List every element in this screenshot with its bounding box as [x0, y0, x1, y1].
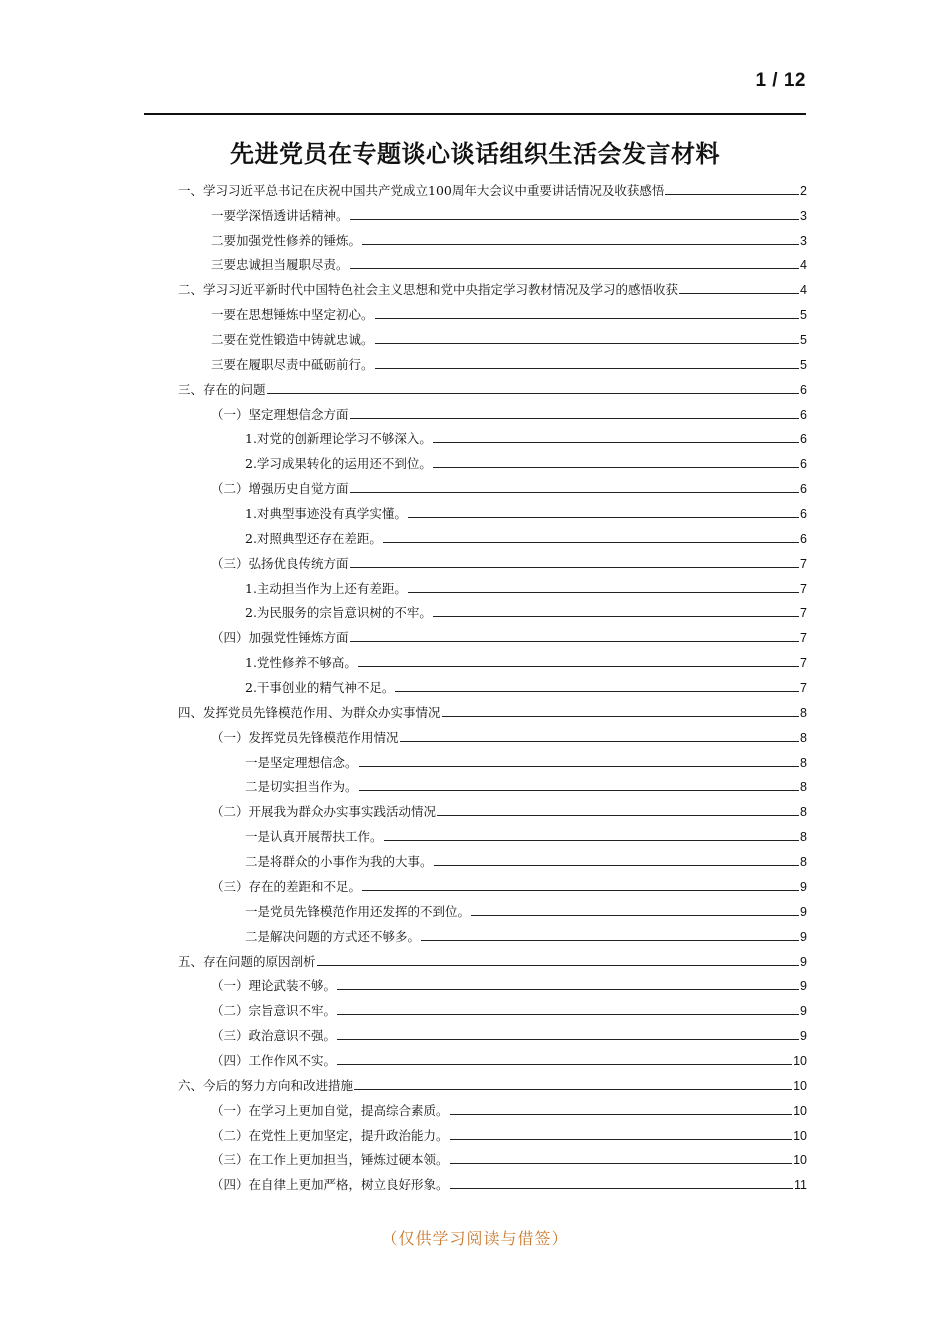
toc-leader-line [433, 616, 799, 617]
toc-page-number: 6 [800, 407, 807, 422]
toc-entry[interactable] [0, 970, 950, 995]
toc-leader-line [358, 666, 799, 667]
toc-page-number: 10 [793, 1078, 807, 1093]
toc-entry[interactable] [0, 298, 950, 323]
toc-page-number: 3 [800, 208, 807, 223]
toc-entry-text: （一）坚定理想信念方面 [211, 406, 349, 422]
toc-entry-text: 二、学习习近平新时代中国特色社会主义思想和党中央指定学习教材情况及学习的感悟收获 [178, 282, 679, 298]
toc-page-number: 10 [793, 1153, 807, 1168]
toc-page-number: 9 [800, 904, 807, 919]
toc-leader-line [665, 194, 799, 195]
toc-leader-line [337, 1064, 792, 1065]
toc-entry-text: （一）发挥党员先锋模范作用情况 [211, 729, 399, 745]
toc-leader-line [359, 790, 800, 791]
toc-leader-line [400, 741, 800, 742]
toc-entry[interactable] [0, 373, 950, 398]
toc-entry[interactable] [0, 423, 950, 448]
toc-page-number: 8 [800, 830, 807, 845]
toc-leader-line [350, 418, 800, 419]
toc-leader-line [375, 343, 800, 344]
footer-note: （仅供学习阅读与借签） [381, 1229, 569, 1248]
toc-page-number: 7 [800, 556, 807, 571]
toc-leader-line [384, 840, 800, 841]
toc-entry[interactable] [0, 472, 950, 497]
toc-entry[interactable] [0, 447, 950, 472]
toc-page-number: 9 [800, 1029, 807, 1044]
toc-leader-line [375, 368, 800, 369]
toc-page-number: 7 [800, 581, 807, 596]
toc-entry-text: 2.对照典型还存在差距。 [245, 530, 382, 546]
toc-leader-line [383, 542, 799, 543]
toc-entry-text: 1.对典型事迹没有真学实懂。 [245, 506, 407, 522]
toc-entry[interactable] [0, 820, 950, 845]
toc-entry-text: （三）存在的差距和不足。 [211, 878, 362, 894]
toc-entry[interactable] [0, 1144, 950, 1169]
toc-entry[interactable] [0, 597, 950, 622]
toc-entry-text: 一要学深悟透讲话精神。 [211, 207, 349, 223]
toc-entry-text: 二是切实担当作为。 [245, 779, 358, 795]
toc-entry[interactable] [0, 945, 950, 970]
toc-entry-text: （三）政治意识不强。 [211, 1028, 337, 1044]
toc-page-number: 7 [800, 631, 807, 646]
toc-entry[interactable] [0, 174, 950, 199]
toc-entry[interactable] [0, 547, 950, 572]
toc-page-number: 6 [800, 382, 807, 397]
toc-entry-text: 一、学习习近平总书记在庆祝中国共产党成立100周年大会议中重要讲话情况及收获感悟 [178, 182, 665, 198]
toc-entry-text: 六、今后的努力方向和改进措施 [178, 1077, 354, 1093]
toc-entry-text: （四）在自律上更加严格，树立良好形象。 [211, 1177, 449, 1193]
toc-page-number: 7 [800, 656, 807, 671]
toc-entry[interactable] [0, 1044, 950, 1069]
toc-leader-line [317, 965, 800, 966]
toc-page-number: 7 [800, 681, 807, 696]
toc-entry[interactable] [0, 646, 950, 671]
toc-entry[interactable] [0, 522, 950, 547]
toc-entry-text: 1.主动担当作为上还有差距。 [245, 580, 407, 596]
table-of-contents [0, 174, 950, 1193]
toc-page-number: 11 [794, 1178, 807, 1193]
toc-leader-line [354, 1089, 792, 1090]
toc-leader-line [350, 219, 800, 220]
toc-entry-text: 一是认真开展帮扶工作。 [245, 829, 383, 845]
toc-leader-line [337, 1039, 799, 1040]
document-title: 先进党员在专题谈心谈话组织生活会发言材料 [230, 140, 720, 168]
toc-entry-text: （四）加强党性锤炼方面 [211, 630, 349, 646]
toc-entry-text: （二）在党性上更加坚定，提升政治能力。 [211, 1127, 449, 1143]
toc-leader-line [395, 691, 799, 692]
toc-page-number: 3 [800, 233, 807, 248]
toc-entry[interactable] [0, 1168, 950, 1193]
toc-leader-line [434, 865, 800, 866]
toc-entry-text: （二）开展我为群众办实事实践活动情况 [211, 804, 437, 820]
toc-page-number: 9 [800, 929, 807, 944]
toc-entry[interactable] [0, 1019, 950, 1044]
toc-entry[interactable] [0, 199, 950, 224]
toc-entry[interactable] [0, 920, 950, 945]
toc-leader-line [437, 815, 799, 816]
toc-page-number: 9 [800, 954, 807, 969]
toc-leader-line [359, 766, 800, 767]
toc-entry-text: 1.对党的创新理论学习不够深入。 [245, 431, 432, 447]
page-number: 1 / 12 [755, 70, 806, 91]
toc-leader-line [350, 641, 800, 642]
toc-entry-text: 二要在党性锻造中铸就忠诚。 [211, 332, 374, 348]
toc-leader-line [350, 567, 800, 568]
header-rule [144, 113, 806, 115]
toc-page-number: 8 [800, 805, 807, 820]
toc-page-number: 9 [800, 1004, 807, 1019]
toc-leader-line [442, 716, 800, 717]
toc-leader-line [337, 1014, 799, 1015]
toc-page-number: 9 [800, 979, 807, 994]
toc-page-number: 10 [793, 1128, 807, 1143]
toc-page-number: 8 [800, 855, 807, 870]
toc-entry[interactable] [0, 224, 950, 249]
toc-leader-line [362, 890, 799, 891]
toc-leader-line [362, 244, 799, 245]
toc-entry[interactable] [0, 348, 950, 373]
toc-leader-line [337, 989, 799, 990]
toc-entry-text: （三）弘扬优良传统方面 [211, 555, 349, 571]
toc-entry-text: 2.干事创业的精气神不足。 [245, 680, 395, 696]
toc-entry-text: 一是党员先锋模范作用还发挥的不到位。 [245, 903, 471, 919]
toc-entry-text: （一）理论武装不够。 [211, 978, 337, 994]
toc-entry-text: 一要在思想锤炼中坚定初心。 [211, 307, 374, 323]
toc-leader-line [471, 915, 799, 916]
toc-entry-text: 三要在履职尽责中砥砺前行。 [211, 356, 374, 372]
toc-page-number: 8 [800, 780, 807, 795]
toc-entry[interactable] [0, 895, 950, 920]
toc-leader-line [450, 1139, 793, 1140]
toc-page-number: 6 [800, 457, 807, 472]
toc-entry[interactable] [0, 249, 950, 274]
toc-entry-text: （四）工作作风不实。 [211, 1052, 337, 1068]
toc-page-number: 5 [800, 357, 807, 372]
toc-leader-line [408, 592, 799, 593]
toc-entry-text: 一是坚定理想信念。 [245, 754, 358, 770]
toc-entry[interactable] [0, 398, 950, 423]
toc-entry-text: 二是解决问题的方式还不够多。 [245, 928, 421, 944]
toc-page-number: 6 [800, 531, 807, 546]
toc-page-number: 10 [793, 1103, 807, 1118]
toc-entry[interactable] [0, 273, 950, 298]
toc-entry-text: 2.为民服务的宗旨意识树的不牢。 [245, 605, 432, 621]
toc-entry-text: （二）增强历史自觉方面 [211, 481, 349, 497]
toc-entry[interactable] [0, 1119, 950, 1144]
toc-entry[interactable] [0, 845, 950, 870]
toc-leader-line [450, 1188, 794, 1189]
toc-entry[interactable] [0, 771, 950, 796]
toc-entry[interactable] [0, 870, 950, 895]
toc-leader-line [375, 318, 800, 319]
toc-entry-text: 二要加强党性修养的锤炼。 [211, 232, 362, 248]
toc-leader-line [450, 1163, 793, 1164]
toc-entry-text: 三要忠诚担当履职尽责。 [211, 257, 349, 273]
toc-leader-line [450, 1114, 793, 1115]
toc-entry[interactable] [0, 721, 950, 746]
toc-leader-line [408, 517, 799, 518]
toc-page-number: 5 [800, 333, 807, 348]
toc-page-number: 8 [800, 730, 807, 745]
toc-entry-text: 二是将群众的小事作为我的大事。 [245, 854, 433, 870]
toc-entry[interactable] [0, 621, 950, 646]
toc-entry[interactable] [0, 497, 950, 522]
toc-page-number: 8 [800, 705, 807, 720]
toc-entry-text: （二）宗旨意识不牢。 [211, 1003, 337, 1019]
toc-entry[interactable] [0, 746, 950, 771]
toc-entry-text: 五、存在问题的原因剖析 [178, 953, 316, 969]
toc-page-number: 4 [800, 258, 807, 273]
toc-entry[interactable] [0, 572, 950, 597]
toc-entry-text: 四、发挥党员先锋模范作用、为群众办实事情况 [178, 704, 441, 720]
toc-entry[interactable] [0, 696, 950, 721]
toc-leader-line [350, 268, 800, 269]
toc-page-number: 7 [800, 606, 807, 621]
toc-page-number: 8 [800, 755, 807, 770]
toc-leader-line [679, 293, 799, 294]
toc-page-number: 4 [800, 283, 807, 298]
toc-entry-text: 2.学习成果转化的运用还不到位。 [245, 456, 432, 472]
toc-page-number: 9 [800, 879, 807, 894]
toc-page-number: 6 [800, 507, 807, 522]
toc-leader-line [267, 393, 800, 394]
toc-entry[interactable] [0, 1094, 950, 1119]
toc-entry[interactable] [0, 1069, 950, 1094]
toc-entry[interactable] [0, 671, 950, 696]
toc-entry[interactable] [0, 795, 950, 820]
toc-page-number: 6 [800, 482, 807, 497]
toc-leader-line [433, 467, 799, 468]
toc-entry-text: 三、存在的问题 [178, 381, 266, 397]
toc-entry-text: （一）在学习上更加自觉，提高综合素质。 [211, 1102, 449, 1118]
toc-leader-line [350, 492, 800, 493]
toc-page-number: 10 [793, 1053, 807, 1068]
toc-entry[interactable] [0, 323, 950, 348]
toc-page-number: 5 [800, 308, 807, 323]
toc-entry-text: 1.党性修养不够高。 [245, 655, 357, 671]
toc-entry[interactable] [0, 994, 950, 1019]
toc-entry-text: （三）在工作上更加担当，锤炼过硬本领。 [211, 1152, 449, 1168]
toc-page-number: 2 [800, 183, 807, 198]
toc-leader-line [433, 442, 799, 443]
toc-page-number: 6 [800, 432, 807, 447]
toc-leader-line [421, 940, 799, 941]
